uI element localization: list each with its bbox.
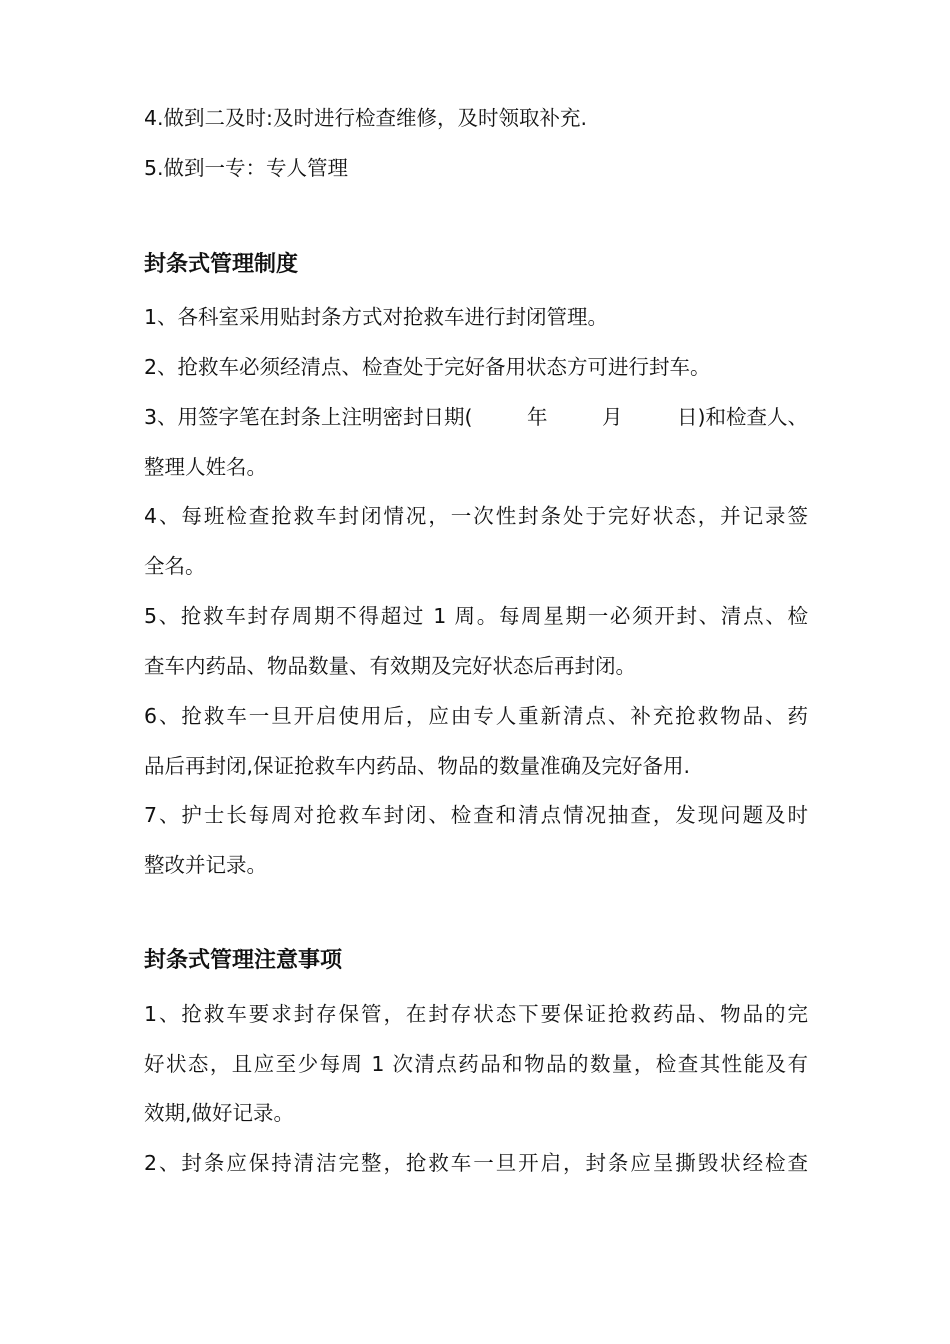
- section-2-item-1-line-2: 好状态，且应至少每周 1 次清点药品和物品的数量，检查其性能及有: [144, 1052, 808, 1076]
- section-1-title: 封条式管理制度: [144, 252, 299, 277]
- section-1-item-6-line-1: 6、抢救车一旦开启使用后，应由专人重新清点、补充抢救物品、药: [144, 704, 808, 728]
- section-2-item-2-line-1: 2、封条应保持清洁完整，抢救车一旦开启，封条应呈撕毁状经检查: [144, 1151, 808, 1175]
- date-day-label: 日)和检查人、: [677, 405, 808, 429]
- section-2-item-1-line-1: 1、抢救车要求封存保管，在封存状态下要保证抢救药品、物品的完: [144, 1002, 808, 1026]
- section-1-item-6-line-2: 品后再封闭,保证抢救车内药品、物品的数量准确及完好备用.: [144, 754, 691, 778]
- section-1-item-4-line-2: 全名。: [144, 554, 206, 578]
- section-1-item-5-line-2: 查车内药品、物品数量、有效期及完好状态后再封闭。: [144, 654, 636, 678]
- section-1-item-1: 1、各科室采用贴封条方式对抢救车进行封闭管理。: [144, 305, 609, 329]
- section-1-item-3-line-2: 整理人姓名。: [144, 455, 267, 479]
- section-1-item-3-text: 3、用签字笔在封条上注明密封日期(: [144, 405, 473, 429]
- date-year-label: 年: [527, 405, 548, 429]
- section-2-title: 封条式管理注意事项: [144, 948, 343, 973]
- section-1-item-2: 2、抢救车必须经清点、检查处于完好备用状态方可进行封车。: [144, 355, 711, 379]
- section-1-item-7-line-2: 整改并记录。: [144, 853, 267, 877]
- section-1-item-5-line-1: 5、抢救车封存周期不得超过 1 周。每周星期一必须开封、清点、检: [144, 604, 808, 628]
- section-2-item-1-line-3: 效期,做好记录。: [144, 1101, 295, 1125]
- intro-item-5: 5.做到一专：专人管理: [144, 156, 349, 180]
- section-1-item-4-line-1: 4、每班检查抢救车封闭情况，一次性封条处于完好状态，并记录签: [144, 504, 808, 528]
- date-month-label: 月: [602, 405, 623, 429]
- intro-item-4: 4.做到二及时:及时进行检查维修，及时领取补充.: [144, 106, 587, 130]
- section-1-item-7-line-1: 7、护士长每周对抢救车封闭、检查和清点情况抽查，发现问题及时: [144, 803, 808, 827]
- section-1-item-3-line-1: [144, 402, 808, 432]
